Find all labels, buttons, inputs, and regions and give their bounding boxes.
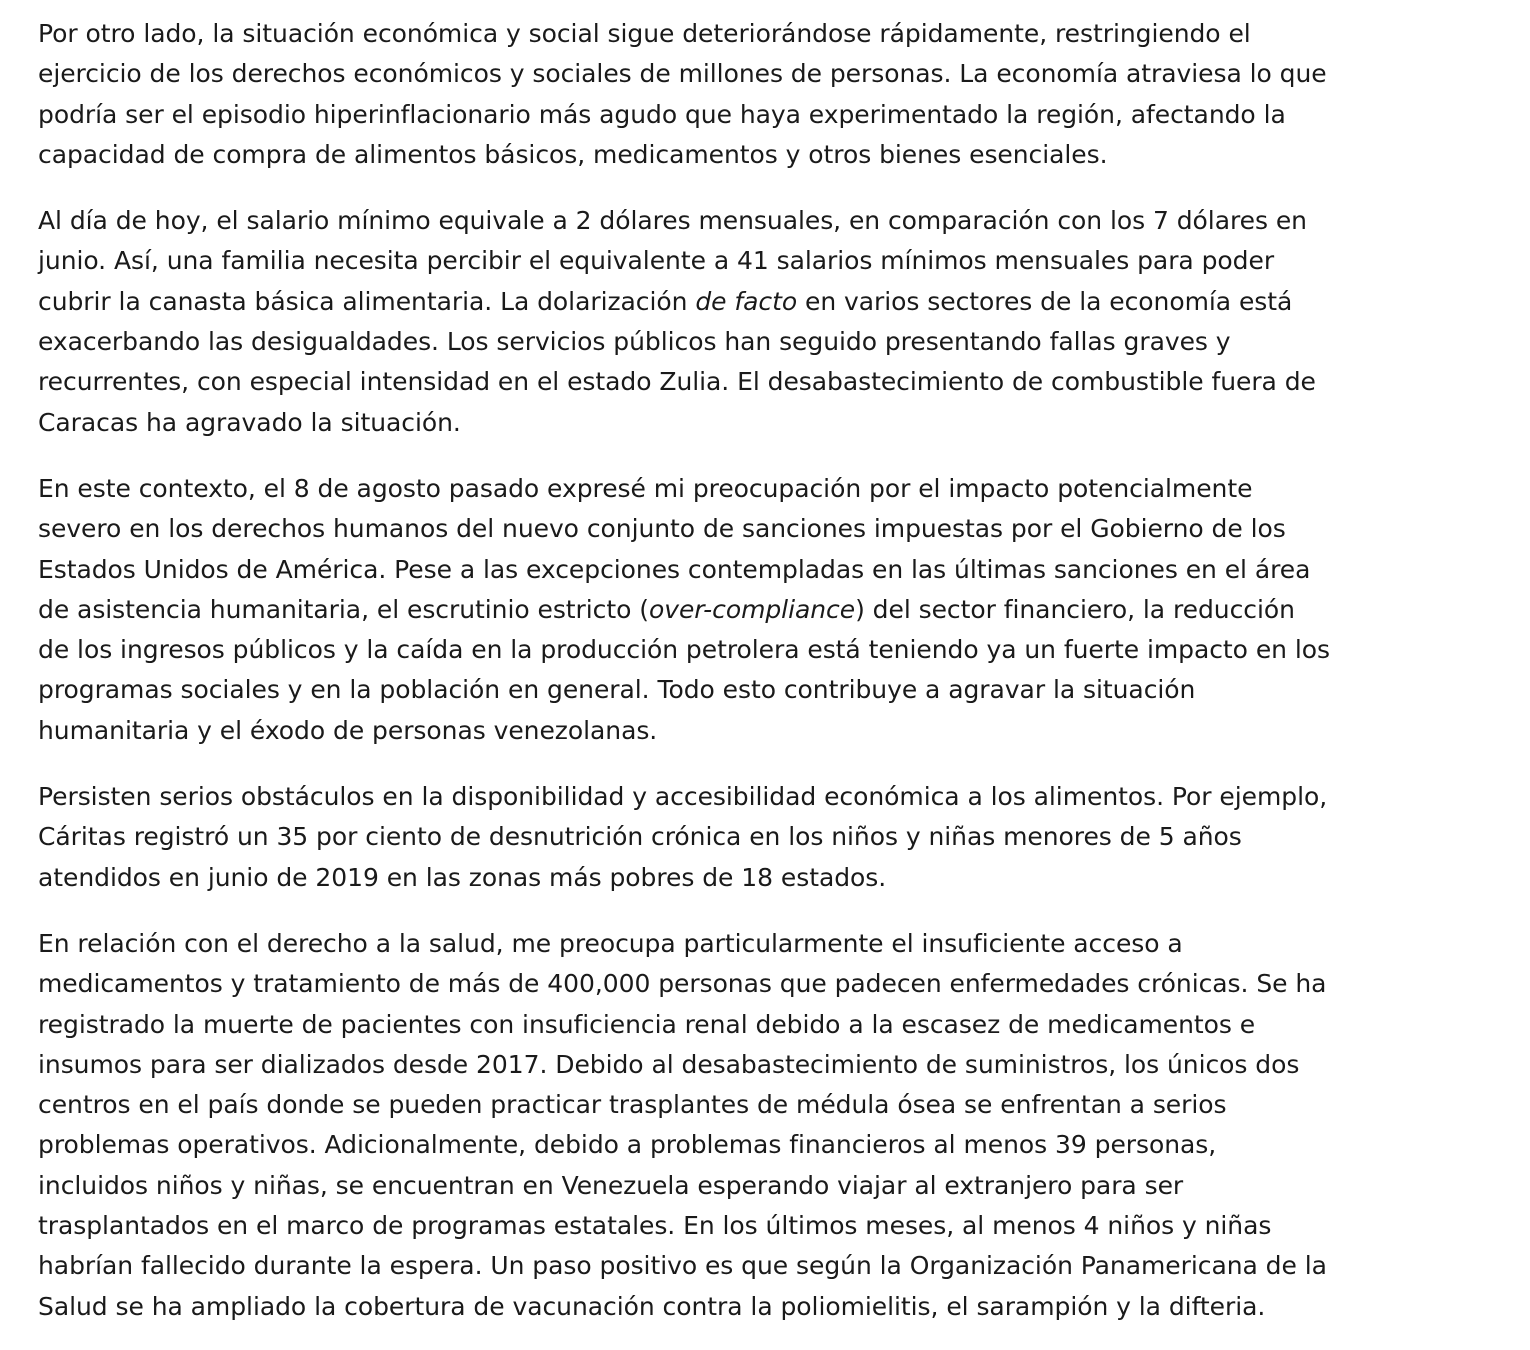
text-line: registrado la muerte de pacientes con insuficiencia renal debido a la escasez de medicamentos e (38, 1009, 1256, 1039)
article-body (38, 14, 1453, 1327)
text-line: Persisten serios obstáculos en la disponibilidad y accesibilidad económica a los alimentos. Por ejemplo, (38, 782, 1328, 812)
text-line: podría ser el episodio hiperinflacionario más agudo que haya experimentado la región, afectando la (38, 99, 1286, 129)
text-line: Al día de hoy, el salario mínimo equivale a 2 dólares mensuales, en comparación con los 7 dólares en (38, 206, 1307, 236)
paragraph-sanctions (38, 469, 1453, 751)
text-line: trasplantados en el marco de programas estatales. En los últimos meses, al menos 4 niños y niñas (38, 1211, 1272, 1241)
text-line: Cáritas registró un 35 por ciento de desnutrición crónica en los niños y niñas menores de 5 años (38, 822, 1242, 852)
text-line: insumos para ser dializados desde 2017. Debido al desabastecimiento de suministros, los únicos dos (38, 1049, 1300, 1079)
text-line: Estados Unidos de América. Pese a las excepciones contempladas en las últimas sanciones en el área (38, 554, 1311, 584)
paragraph-economic-situation (38, 14, 1453, 175)
text-line: problemas operativos. Adicionalmente, debido a problemas financieros al menos 39 personas, (38, 1130, 1217, 1160)
text-segment: en varios sectores de la economía está (797, 286, 1293, 316)
text-line: Por otro lado, la situación económica y social sigue deteriorándose rápidamente, restringiendo el (38, 19, 1251, 48)
text-line (38, 282, 1453, 322)
text-line: junio. Así, una familia necesita percibir el equivalente a 41 salarios mínimos mensuales para poder (38, 246, 1275, 276)
text-segment: de asistencia humanitaria, el escrutinio estricto ( (38, 594, 649, 624)
text-line (38, 590, 1453, 630)
text-line: Caracas ha agravado la situación. (38, 407, 461, 437)
italic-term: de facto (695, 286, 798, 316)
text-line: severo en los derechos humanos del nuevo conjunto de sanciones impuestas por el Gobierno de los (38, 514, 1286, 544)
text-line: En relación con el derecho a la salud, me preocupa particularmente el insuficiente acceso a (38, 928, 1183, 958)
text-line: medicamentos y tratamiento de más de 400,000 personas que padecen enfermedades crónicas. Se ha (38, 969, 1327, 999)
text-line: programas sociales y en la población en general. Todo esto contribuye a agravar la situación (38, 675, 1196, 705)
text-line: recurrentes, con especial intensidad en el estado Zulia. El desabastecimiento de combustible fuera de (38, 367, 1316, 397)
text-line: exacerbando las desigualdades. Los servicios públicos han seguido presentando fallas graves y (38, 327, 1231, 357)
text-segment: cubrir la canasta básica alimentaria. La dolarización (38, 286, 696, 316)
text-segment: ) del sector financiero, la reducción (855, 594, 1295, 624)
text-line: habrían fallecido durante la espera. Un paso positivo es que según la Organización Panamericana de la (38, 1251, 1327, 1281)
text-line: capacidad de compra de alimentos básicos, medicamentos y otros bienes esenciales. (38, 139, 1108, 169)
text-line: ejercicio de los derechos económicos y sociales de millones de personas. La economía atraviesa lo que (38, 59, 1327, 89)
paragraph-food-access (38, 777, 1453, 898)
text-line: incluidos niños y niñas, se encuentran en Venezuela esperando viajar al extranjero para ser (38, 1170, 1184, 1200)
paragraph-health (38, 924, 1453, 1327)
text-line: humanitaria y el éxodo de personas venezolanas. (38, 715, 658, 745)
text-line: de los ingresos públicos y la caída en la producción petrolera está teniendo ya un fuerte impacto en los (38, 635, 1330, 665)
text-line: Salud se ha ampliado la cobertura de vacunación contra la poliomielitis, el sarampión y la difteria. (38, 1291, 1266, 1321)
text-line: atendidos en junio de 2019 en las zonas más pobres de 18 estados. (38, 862, 887, 892)
text-line: centros en el país donde se pueden practicar trasplantes de médula ósea se enfrentan a serios (38, 1090, 1227, 1120)
text-line: En este contexto, el 8 de agosto pasado expresé mi preocupación por el impacto potencialmente (38, 473, 1253, 503)
italic-term: over-compliance (648, 594, 856, 624)
paragraph-minimum-wage (38, 201, 1453, 443)
